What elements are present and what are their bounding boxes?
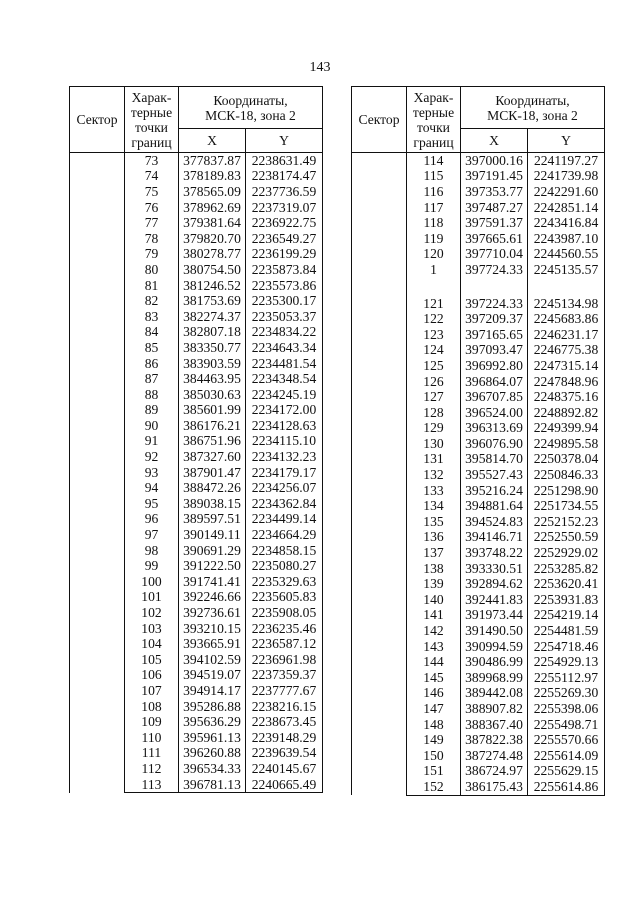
point-cell: 96: [125, 512, 179, 528]
y-cell: 2252550.59: [528, 530, 605, 546]
point-cell: 125: [407, 358, 461, 374]
point-cell: 100: [125, 574, 179, 590]
y-cell: 2249895.58: [528, 436, 605, 452]
point-cell: 131: [407, 452, 461, 468]
x-cell: 388367.40: [461, 717, 528, 733]
coordinates-table-right: [351, 86, 605, 796]
point-cell: 104: [125, 636, 179, 652]
x-cell: 392736.61: [179, 605, 246, 621]
point-cell: 76: [125, 200, 179, 216]
y-cell: 2254718.46: [528, 639, 605, 655]
point-cell: 1: [407, 262, 461, 278]
point-cell: 126: [407, 374, 461, 390]
x-cell: 383903.59: [179, 356, 246, 372]
header-points-line4: границ: [131, 134, 172, 150]
header-points: [125, 87, 179, 153]
x-cell: 383350.77: [179, 340, 246, 356]
point-cell: 85: [125, 340, 179, 356]
y-cell: 2235873.84: [246, 262, 323, 278]
x-cell: 397224.33: [461, 296, 528, 312]
point-cell: 102: [125, 605, 179, 621]
point-cell: 145: [407, 670, 461, 686]
point-cell: 139: [407, 576, 461, 592]
table-row: [352, 153, 605, 169]
y-cell: 2252929.02: [528, 545, 605, 561]
x-cell: 397165.65: [461, 327, 528, 343]
y-cell: 2242851.14: [528, 200, 605, 216]
x-cell: 380278.77: [179, 247, 246, 263]
point-cell: 83: [125, 309, 179, 325]
y-cell: 2234245.19: [246, 387, 323, 403]
x-cell: 395961.13: [179, 730, 246, 746]
y-cell: 2235300.17: [246, 293, 323, 309]
y-cell: 2240145.67: [246, 761, 323, 777]
y-cell: 2255498.71: [528, 717, 605, 733]
y-cell: 2250846.33: [528, 467, 605, 483]
point-cell: 133: [407, 483, 461, 499]
x-cell: 397093.47: [461, 343, 528, 359]
point-cell: 136: [407, 530, 461, 546]
y-cell: 2246231.17: [528, 327, 605, 343]
x-cell: 395814.70: [461, 452, 528, 468]
y-cell: 2234481.54: [246, 356, 323, 372]
header-x: X: [461, 129, 528, 153]
y-cell: 2249399.94: [528, 421, 605, 437]
header-points-line1: Харак-: [413, 89, 454, 105]
x-cell: 389597.51: [179, 512, 246, 528]
y-cell: 2238216.15: [246, 699, 323, 715]
x-cell: 397724.33: [461, 262, 528, 278]
y-cell: 2240665.49: [246, 777, 323, 793]
point-cell: 137: [407, 545, 461, 561]
x-cell: 390486.99: [461, 654, 528, 670]
header-sector: Сектор: [70, 87, 125, 153]
x-cell: 396864.07: [461, 374, 528, 390]
x-cell: 380754.50: [179, 262, 246, 278]
x-cell: 396260.88: [179, 746, 246, 762]
x-cell: 386176.21: [179, 418, 246, 434]
x-cell: 390691.29: [179, 543, 246, 559]
y-cell: 2238174.47: [246, 169, 323, 185]
x-cell: 395527.43: [461, 467, 528, 483]
header-coordinates-line2: МСК-18, зона 2: [487, 107, 578, 123]
point-cell: 93: [125, 465, 179, 481]
point-cell: 117: [407, 200, 461, 216]
y-cell: 2235329.63: [246, 574, 323, 590]
coordinates-table-left: [69, 86, 323, 793]
point-cell: 112: [125, 761, 179, 777]
x-cell: 388907.82: [461, 701, 528, 717]
y-cell: 2245135.57: [528, 262, 605, 278]
point-cell: 82: [125, 293, 179, 309]
y-cell: 2234664.29: [246, 527, 323, 543]
x-cell: 395216.24: [461, 483, 528, 499]
x-cell: 394146.71: [461, 530, 528, 546]
point-cell: 141: [407, 608, 461, 624]
x-cell: 393330.51: [461, 561, 528, 577]
x-cell: 394519.07: [179, 668, 246, 684]
x-cell: 397487.27: [461, 200, 528, 216]
point-cell: 132: [407, 467, 461, 483]
x-cell: 396534.33: [179, 761, 246, 777]
x-cell: 389442.08: [461, 686, 528, 702]
x-cell: 396781.13: [179, 777, 246, 793]
header-coordinates: [461, 87, 605, 129]
y-cell: 2234858.15: [246, 543, 323, 559]
y-cell: 2239639.54: [246, 746, 323, 762]
x-cell: 387822.38: [461, 732, 528, 748]
point-cell: 94: [125, 480, 179, 496]
point-cell: 119: [407, 231, 461, 247]
y-cell: 2234128.63: [246, 418, 323, 434]
x-cell: 392246.66: [179, 590, 246, 606]
x-cell: 397209.37: [461, 311, 528, 327]
x-cell: 378962.69: [179, 200, 246, 216]
point-cell: 134: [407, 498, 461, 514]
y-cell: 2237319.07: [246, 200, 323, 216]
header-sector: Сектор: [352, 87, 407, 153]
y-cell: 2241197.27: [528, 153, 605, 169]
point-cell: 111: [125, 746, 179, 762]
point-cell: 75: [125, 184, 179, 200]
x-cell: 397191.45: [461, 169, 528, 185]
point-cell: 120: [407, 247, 461, 263]
y-cell: 2237359.37: [246, 668, 323, 684]
y-cell: 2235053.37: [246, 309, 323, 325]
point-cell: 128: [407, 405, 461, 421]
x-cell: 395286.88: [179, 699, 246, 715]
sector-cell: [352, 153, 407, 796]
y-cell: 2235908.05: [246, 605, 323, 621]
y-cell: 2237736.59: [246, 184, 323, 200]
point-cell: 103: [125, 621, 179, 637]
point-cell: 108: [125, 699, 179, 715]
header-x: X: [179, 129, 246, 153]
table-row: [70, 153, 323, 169]
x-cell: 396992.80: [461, 358, 528, 374]
x-cell: 393665.91: [179, 636, 246, 652]
x-cell: 396524.00: [461, 405, 528, 421]
header-points-line1: Харак-: [131, 89, 172, 105]
point-cell: 138: [407, 561, 461, 577]
point-cell: 101: [125, 590, 179, 606]
y-cell: 2234362.84: [246, 496, 323, 512]
point-cell: 113: [125, 777, 179, 793]
header-points-line3: точки: [135, 119, 168, 135]
point-cell: 81: [125, 278, 179, 294]
x-cell: 392441.83: [461, 592, 528, 608]
y-cell: 2253285.82: [528, 561, 605, 577]
point-cell: 143: [407, 639, 461, 655]
header-coordinates-line1: Координаты,: [495, 92, 570, 108]
point-cell: 87: [125, 371, 179, 387]
point-cell: 146: [407, 686, 461, 702]
point-cell: 149: [407, 732, 461, 748]
point-cell: 89: [125, 403, 179, 419]
point-cell: 130: [407, 436, 461, 452]
x-cell: 397000.16: [461, 153, 528, 169]
x-cell: 396707.85: [461, 389, 528, 405]
point-cell: 99: [125, 558, 179, 574]
x-cell: 394881.64: [461, 498, 528, 514]
x-cell: 382807.18: [179, 325, 246, 341]
y-cell: 2255112.97: [528, 670, 605, 686]
point-cell: 91: [125, 434, 179, 450]
y-cell: 2234256.07: [246, 480, 323, 496]
x-cell: 391222.50: [179, 558, 246, 574]
point-cell: 90: [125, 418, 179, 434]
x-cell: 387327.60: [179, 449, 246, 465]
point-cell: 140: [407, 592, 461, 608]
y-cell: 2236922.75: [246, 215, 323, 231]
y-cell: 2234132.23: [246, 449, 323, 465]
x-cell: 391490.50: [461, 623, 528, 639]
point-cell: 123: [407, 327, 461, 343]
y-cell: 2243416.84: [528, 215, 605, 231]
x-cell: 391973.44: [461, 608, 528, 624]
x-cell: 391741.41: [179, 574, 246, 590]
x-cell: 378189.83: [179, 169, 246, 185]
y-cell: 2234348.54: [246, 371, 323, 387]
x-cell: 393210.15: [179, 621, 246, 637]
point-cell: 129: [407, 421, 461, 437]
x-cell: 393748.22: [461, 545, 528, 561]
y-cell: 2247848.96: [528, 374, 605, 390]
y-cell: 2255570.66: [528, 732, 605, 748]
x-cell: 394102.59: [179, 652, 246, 668]
y-cell: 2239148.29: [246, 730, 323, 746]
point-cell: 84: [125, 325, 179, 341]
x-cell: 386175.43: [461, 779, 528, 795]
y-cell: 2255269.30: [528, 686, 605, 702]
point-cell: 98: [125, 543, 179, 559]
header-points: [407, 87, 461, 153]
x-cell: 387274.48: [461, 748, 528, 764]
point-cell: 142: [407, 623, 461, 639]
y-cell: 2242291.60: [528, 184, 605, 200]
point-cell: 109: [125, 714, 179, 730]
y-cell: 2254481.59: [528, 623, 605, 639]
header-points-line4: границ: [413, 134, 454, 150]
header-coordinates-line1: Координаты,: [213, 92, 288, 108]
point-cell: 150: [407, 748, 461, 764]
x-cell: 385601.99: [179, 403, 246, 419]
header-coordinates-line2: МСК-18, зона 2: [205, 107, 296, 123]
point-cell: 73: [125, 153, 179, 169]
point-cell: 118: [407, 215, 461, 231]
point-cell: 121: [407, 296, 461, 312]
y-cell: 2234115.10: [246, 434, 323, 450]
y-cell: 2255614.09: [528, 748, 605, 764]
point-cell: 115: [407, 169, 461, 185]
y-cell: 2254219.14: [528, 608, 605, 624]
y-cell: 2246775.38: [528, 343, 605, 359]
point-cell: 106: [125, 668, 179, 684]
y-cell: 2255398.06: [528, 701, 605, 717]
point-cell: 95: [125, 496, 179, 512]
y-cell: 2236199.29: [246, 247, 323, 263]
x-cell: 386724.97: [461, 764, 528, 780]
right-table-body: [352, 153, 605, 796]
y-cell: 2236587.12: [246, 636, 323, 652]
y-cell: 2244560.55: [528, 247, 605, 263]
x-cell: 381753.69: [179, 293, 246, 309]
point-cell: [407, 278, 461, 296]
point-cell: 92: [125, 449, 179, 465]
x-cell: 397710.04: [461, 247, 528, 263]
y-cell: 2253931.83: [528, 592, 605, 608]
y-cell: 2235080.27: [246, 558, 323, 574]
header-points-line2: терные: [130, 104, 173, 120]
y-cell: 2234179.17: [246, 465, 323, 481]
y-cell: 2251734.55: [528, 498, 605, 514]
x-cell: 397591.37: [461, 215, 528, 231]
point-cell: 110: [125, 730, 179, 746]
y-cell: 2255629.15: [528, 764, 605, 780]
point-cell: 78: [125, 231, 179, 247]
y-cell: [528, 278, 605, 296]
y-cell: 2241739.98: [528, 169, 605, 185]
point-cell: 80: [125, 262, 179, 278]
point-cell: 86: [125, 356, 179, 372]
x-cell: 390994.59: [461, 639, 528, 655]
point-cell: 127: [407, 389, 461, 405]
point-cell: 74: [125, 169, 179, 185]
y-cell: 2250378.04: [528, 452, 605, 468]
x-cell: 379820.70: [179, 231, 246, 247]
x-cell: 396313.69: [461, 421, 528, 437]
sector-cell: [70, 153, 125, 793]
y-cell: 2238673.45: [246, 714, 323, 730]
x-cell: 396076.90: [461, 436, 528, 452]
x-cell: 378565.09: [179, 184, 246, 200]
point-cell: 114: [407, 153, 461, 169]
x-cell: 394524.83: [461, 514, 528, 530]
header-points-line3: точки: [417, 119, 450, 135]
x-cell: 384463.95: [179, 371, 246, 387]
y-cell: 2251298.90: [528, 483, 605, 499]
x-cell: 379381.64: [179, 215, 246, 231]
header-points-line2: терные: [412, 104, 455, 120]
point-cell: 152: [407, 779, 461, 795]
x-cell: 390149.11: [179, 527, 246, 543]
y-cell: 2247315.14: [528, 358, 605, 374]
y-cell: 2234643.34: [246, 340, 323, 356]
y-cell: 2255614.86: [528, 779, 605, 795]
y-cell: 2248892.82: [528, 405, 605, 421]
header-y: Y: [246, 129, 323, 153]
x-cell: [461, 278, 528, 296]
x-cell: 385030.63: [179, 387, 246, 403]
point-cell: 116: [407, 184, 461, 200]
point-cell: 144: [407, 654, 461, 670]
header-y: Y: [528, 129, 605, 153]
y-cell: 2237777.67: [246, 683, 323, 699]
x-cell: 386751.96: [179, 434, 246, 450]
y-cell: 2248375.16: [528, 389, 605, 405]
header-coordinates: [179, 87, 323, 129]
y-cell: 2235573.86: [246, 278, 323, 294]
x-cell: 377837.87: [179, 153, 246, 169]
point-cell: 124: [407, 343, 461, 359]
point-cell: 135: [407, 514, 461, 530]
x-cell: 395636.29: [179, 714, 246, 730]
x-cell: 392894.62: [461, 576, 528, 592]
y-cell: 2238631.49: [246, 153, 323, 169]
y-cell: 2234172.00: [246, 403, 323, 419]
x-cell: 397353.77: [461, 184, 528, 200]
x-cell: 387901.47: [179, 465, 246, 481]
point-cell: 122: [407, 311, 461, 327]
x-cell: 389038.15: [179, 496, 246, 512]
point-cell: 88: [125, 387, 179, 403]
y-cell: 2236235.46: [246, 621, 323, 637]
page-number: 143: [309, 60, 331, 75]
y-cell: 2253620.41: [528, 576, 605, 592]
x-cell: 381246.52: [179, 278, 246, 294]
y-cell: 2234499.14: [246, 512, 323, 528]
left-table-body: [70, 153, 323, 793]
y-cell: 2245134.98: [528, 296, 605, 312]
point-cell: 105: [125, 652, 179, 668]
x-cell: 382274.37: [179, 309, 246, 325]
y-cell: 2236549.27: [246, 231, 323, 247]
x-cell: 397665.61: [461, 231, 528, 247]
point-cell: 107: [125, 683, 179, 699]
y-cell: 2243987.10: [528, 231, 605, 247]
x-cell: 388472.26: [179, 480, 246, 496]
y-cell: 2245683.86: [528, 311, 605, 327]
y-cell: 2234834.22: [246, 325, 323, 341]
point-cell: 77: [125, 215, 179, 231]
point-cell: 151: [407, 764, 461, 780]
point-cell: 97: [125, 527, 179, 543]
point-cell: 148: [407, 717, 461, 733]
y-cell: 2235605.83: [246, 590, 323, 606]
y-cell: 2252152.23: [528, 514, 605, 530]
y-cell: 2236961.98: [246, 652, 323, 668]
point-cell: 79: [125, 247, 179, 263]
x-cell: 389968.99: [461, 670, 528, 686]
y-cell: 2254929.13: [528, 654, 605, 670]
x-cell: 394914.17: [179, 683, 246, 699]
point-cell: 147: [407, 701, 461, 717]
